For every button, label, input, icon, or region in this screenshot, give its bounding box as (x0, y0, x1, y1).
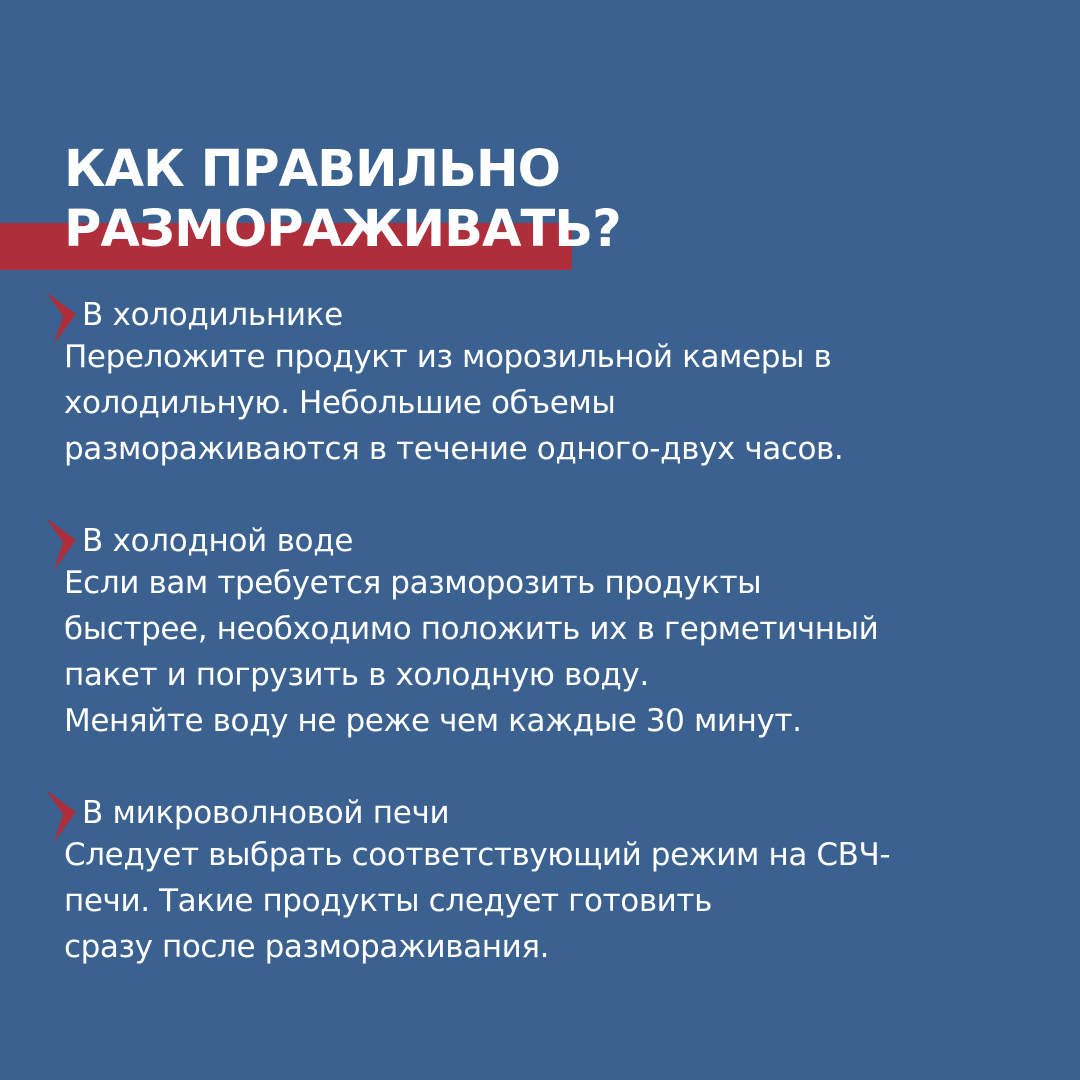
section-heading-label: В холодной воде (82, 523, 354, 559)
arrow-right-icon (46, 518, 76, 570)
arrow-right-icon (46, 292, 76, 344)
page-title-line-2 (64, 200, 621, 260)
section-heading (64, 794, 1064, 832)
section-body-line: Следует выбрать соответствующий режим на СВЧ- (64, 837, 891, 873)
section-refrigerator (64, 296, 1064, 472)
section-body (64, 832, 1064, 970)
section-heading-label: В микроволновой печи (82, 795, 450, 831)
page-title-line-1: КАК ПРАВИЛЬНО (64, 140, 560, 199)
section-body-line: быстрее, необходимо положить их в герметичный (64, 611, 879, 647)
section-body-line: размораживаются в течение одного-двух часов. (64, 431, 844, 467)
page-title-line-2-text: РАЗМОРАЖИВАТЬ? (64, 200, 621, 259)
section-microwave (64, 794, 1064, 970)
section-body-line: Меняйте воду не реже чем каждые 30 минут. (64, 703, 802, 739)
section-body-line: холодильную. Небольшие объемы (64, 385, 616, 421)
section-cold-water (64, 522, 1064, 744)
section-heading-label: В холодильнике (82, 297, 343, 333)
section-body-line: пакет и погрузить в холодную воду. (64, 657, 649, 693)
arrow-right-icon (46, 790, 76, 842)
section-heading (64, 296, 1064, 334)
section-body (64, 334, 1064, 472)
section-body-line: Переложите продукт из морозильной камеры в (64, 339, 832, 375)
section-body-line: сразу после размораживания. (64, 929, 550, 965)
section-body-line: Если вам требуется разморозить продукты (64, 565, 762, 601)
section-body (64, 560, 1064, 744)
page-title (64, 140, 621, 260)
section-heading (64, 522, 1064, 560)
section-body-line: печи. Такие продукты следует готовить (64, 883, 712, 919)
